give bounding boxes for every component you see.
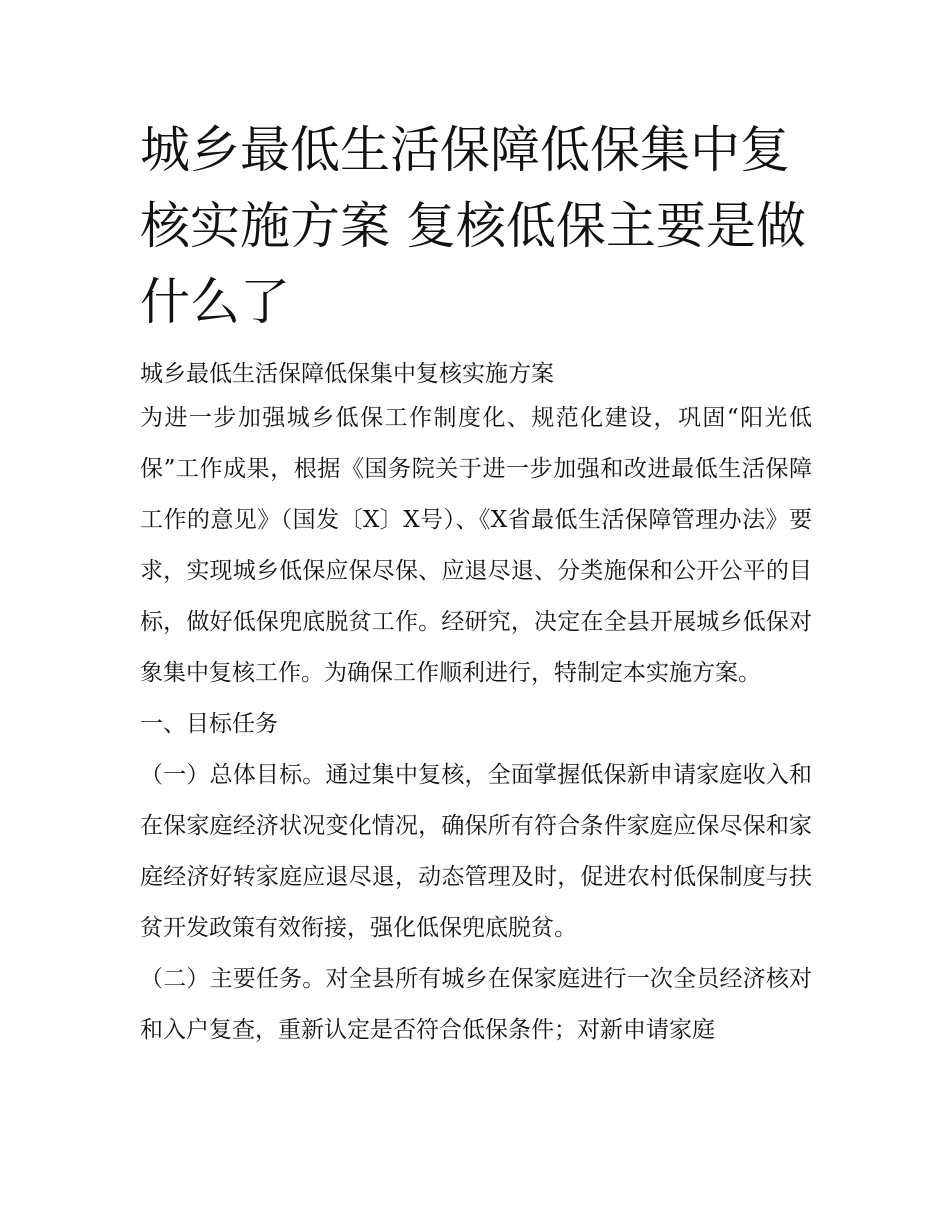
document-title: 城乡最低生活保障低保集中复核实施方案 复核低保主要是做什么了 — [140, 121, 806, 331]
document-subtitle: 城乡最低生活保障低保集中复核实施方案 — [140, 361, 554, 387]
document-body — [140, 112, 812, 1056]
intro-paragraph: 为进一步加强城乡低保工作制度化、规范化建设，巩固“阳光低保”工作成果，根据《国务院关于进一步加强和改进最低生活保障工作的意见》（国发〔X〕X号）、《X省最低生活保障管理办法》要求，实现城乡低保应保尽保、应退尽退、分类施保和公开公平的目标，做好低保兜底脱贫工作。经研究，决定在全县开展城乡低保对象集中复核工作。为确保工作顺利进行，特制定本实施方案。 — [140, 405, 812, 686]
paragraph-main-tasks: （二）主要任务。对全县所有城乡在保家庭进行一次全员经济核对和入户复查，重新认定是否符合低保条件；对新申请家庭 — [140, 966, 812, 1043]
section-heading-goals: 一、目标任务 — [140, 711, 278, 737]
paragraph-overall-goal: （一）总体目标。通过集中复核，全面掌握低保新申请家庭收入和在保家庭经济状况变化情况，确保所有符合条件家庭应保尽保和家庭经济好转家庭应退尽退，动态管理及时，促进农村低保制度与扶贫开发政策有效衔接，强化低保兜底脱贫。 — [140, 762, 812, 941]
